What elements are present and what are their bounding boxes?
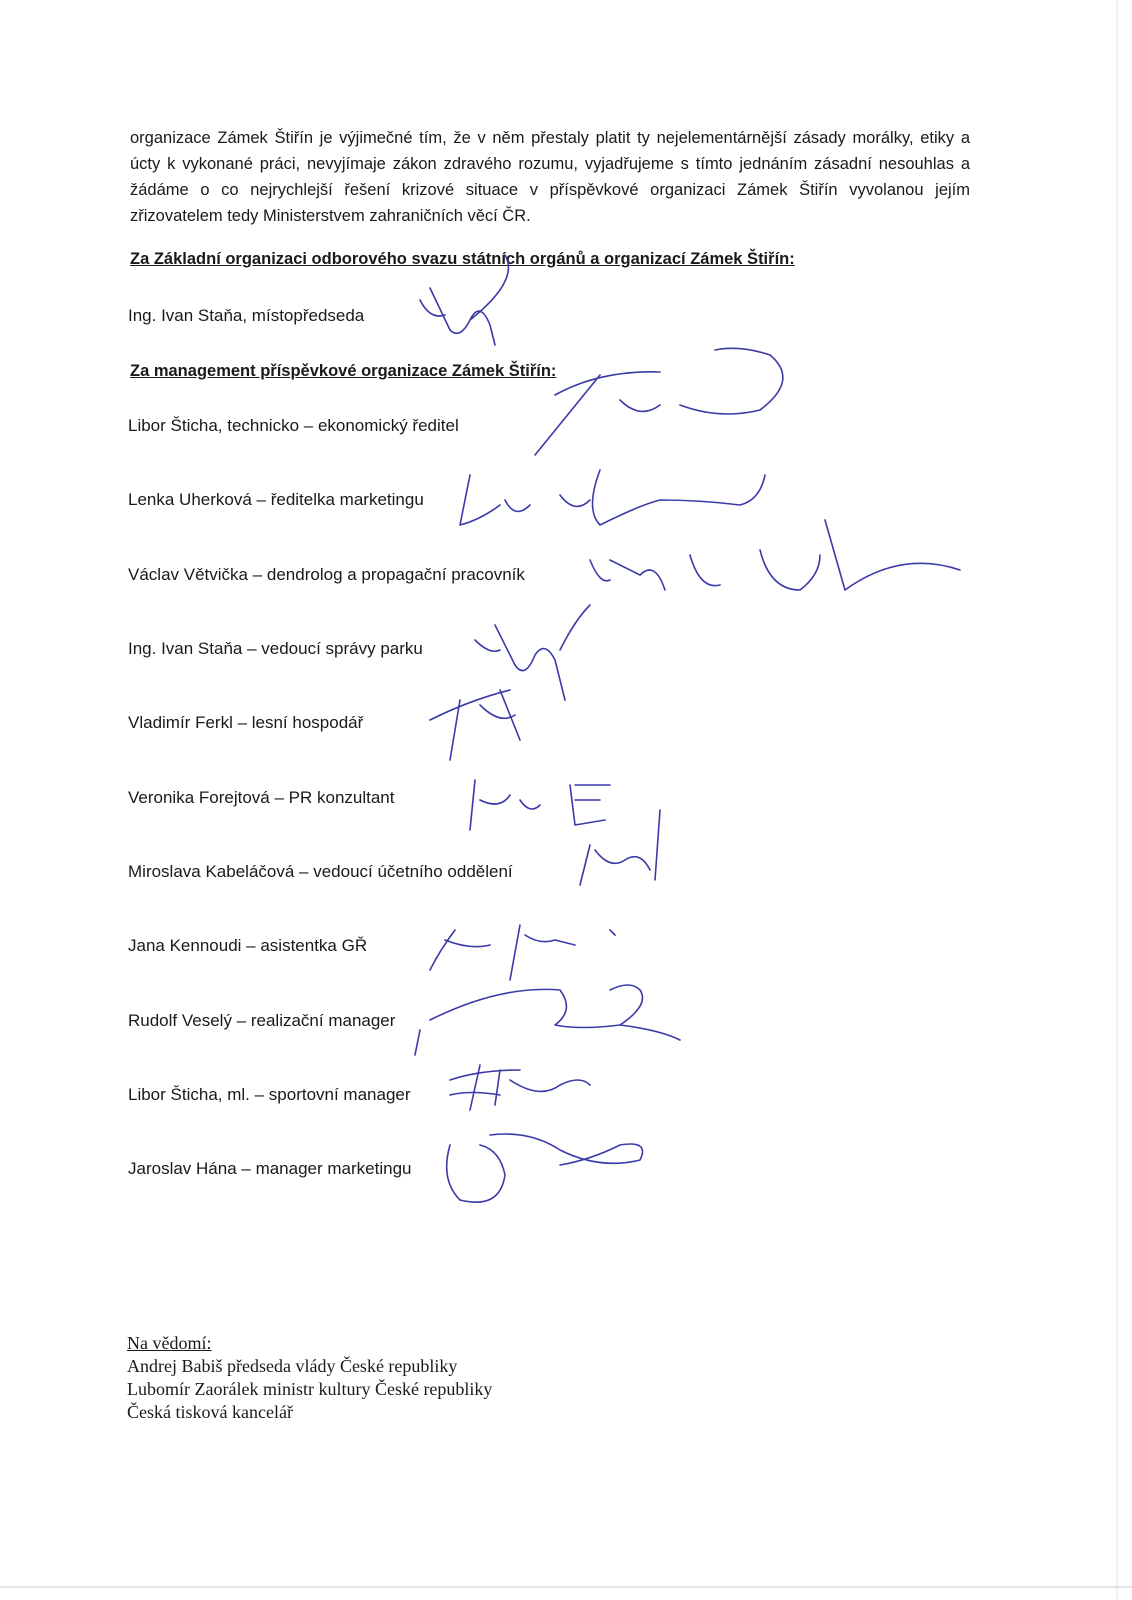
signer-line: Jana Kennoudi – asistentka GŘ	[128, 936, 368, 955]
signature	[415, 985, 680, 1055]
notice-recipient: Andrej Babiš předseda vlády České republiky	[127, 1356, 458, 1376]
union-heading: Za Základní organizaci odborového svazu státních orgánů a organizací Zámek Štiřín:	[130, 250, 795, 268]
notice-recipient: Lubomír Zaorálek ministr kultury České republiky	[127, 1379, 493, 1399]
signature	[535, 348, 783, 455]
signer-line: Miroslava Kabeláčová – vedoucí účetního oddělení	[128, 862, 513, 881]
signature	[430, 925, 615, 980]
signature	[460, 470, 765, 525]
notice-title: Na vědomí:	[127, 1333, 212, 1353]
signer-line: Vladimír Ferkl – lesní hospodář	[128, 713, 364, 732]
signer-line: Ing. Ivan Staňa – vedoucí správy parku	[128, 639, 423, 658]
signature	[450, 1065, 590, 1110]
signature	[430, 690, 520, 760]
signature	[447, 1134, 643, 1202]
signature	[470, 780, 610, 830]
signer-line: Libor Šticha, technicko – ekonomický ředitel	[128, 416, 459, 435]
signer-line: Rudolf Veselý – realizační manager	[128, 1011, 396, 1030]
scan-edge	[0, 1586, 1132, 1588]
signature	[475, 605, 590, 700]
management-heading: Za management příspěvkové organizace Zámek Štiřín:	[130, 362, 557, 380]
signer-line: Jaroslav Hána – manager marketingu	[128, 1159, 412, 1178]
signer-line: Lenka Uherková – ředitelka marketingu	[128, 490, 424, 509]
notice-block	[127, 1332, 492, 1424]
signer-line: Libor Šticha, ml. – sportovní manager	[128, 1085, 411, 1104]
scan-edge	[1116, 0, 1118, 1600]
intro-paragraph: organizace Zámek Štiřín je výjimečné tím, že v něm přestaly platit ty nejelementárnější zásady morálky, etiky a úcty k vykonané práci, nevyjímaje zákon zdravého rozumu, vyjadřujeme s tímto jednáním zásadní nesouhlas a žádáme o co nejrychlejší řešení krizové situace v příspěvkové organizaci Zámek Štiřín vyvolanou jejím zřizovatelem tedy Ministerstvem zahraničních věcí ČR.	[130, 129, 970, 225]
signer-line: Veronika Forejtová – PR konzultant	[128, 788, 395, 807]
signature	[590, 520, 960, 590]
notice-recipient: Česká tisková kancelář	[127, 1402, 293, 1422]
signer-line: Václav Větvička – dendrolog a propagační pracovník	[128, 565, 525, 584]
union-signer: Ing. Ivan Staňa, místopředseda	[128, 306, 365, 325]
signature	[580, 810, 660, 885]
